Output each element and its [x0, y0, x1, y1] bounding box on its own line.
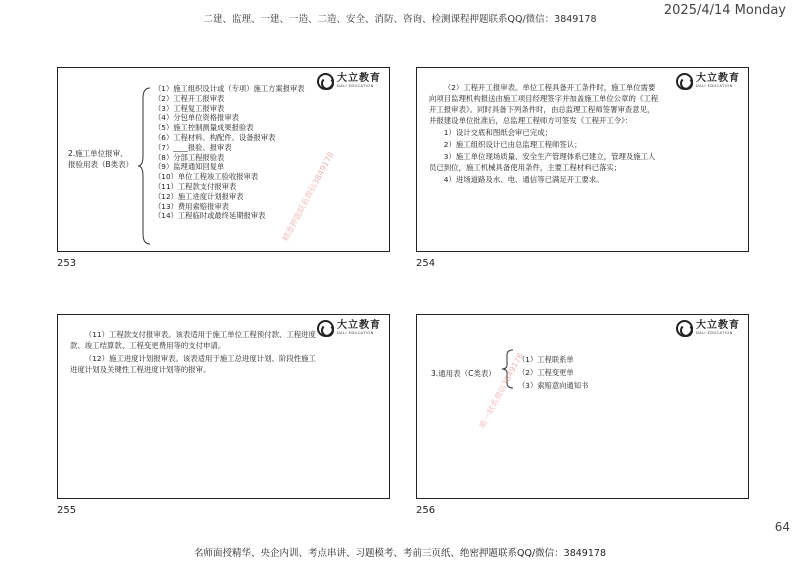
- list-item: （13）费用索赔报审表: [154, 201, 229, 211]
- logo-icon: [317, 73, 334, 90]
- list-item: （3）索赔意向通知书: [518, 381, 589, 390]
- category-label-line1: 2.施工单位报审、: [68, 149, 128, 158]
- slide-body: [70, 329, 320, 377]
- logo-name: 大立教育: [337, 320, 381, 332]
- slide-256: [416, 314, 749, 499]
- list-item: （5）施工控制测量成果报验表: [154, 123, 254, 133]
- brace-icon: [138, 86, 152, 246]
- watermark: 精准押题联系微信3849178: [280, 150, 336, 243]
- top-header: 二建、监理、一建、一造、二造、安全、消防、咨询、检测课程押题联系QQ/微信：3849178: [203, 14, 597, 25]
- logo: [676, 73, 740, 90]
- paragraph: （11）工程款支付报审表。该表适用于施工单位工程预付款、工程进度款、竣工结算款、工程变更费用等的支付申请。: [70, 330, 316, 350]
- paragraph: 1）设计交底和图纸会审已完成；: [443, 128, 552, 137]
- list-item: （11）工程款支付报审表: [154, 181, 237, 191]
- logo-subtitle: DALI EDUCATION: [696, 84, 733, 89]
- logo-name: 大立教育: [337, 73, 381, 85]
- list-item: （6）工程材料、构配件、设备报审表: [154, 132, 276, 142]
- category-label-line2: 报验用表（B类表）: [68, 160, 134, 170]
- category-label: [68, 148, 133, 171]
- logo: [317, 320, 381, 337]
- slide-253: [57, 67, 390, 252]
- logo-subtitle: DALI EDUCATION: [337, 84, 374, 89]
- slide-number: 254: [416, 258, 436, 269]
- slide-255: [57, 314, 390, 499]
- slide-254: [416, 67, 749, 252]
- list-item: （7）____报验、报审表: [154, 142, 232, 152]
- list-item: （3）工程复工报审表: [154, 103, 225, 113]
- list-item: （12）施工进度计划报审表: [154, 191, 244, 201]
- slide-number: 255: [57, 505, 77, 516]
- slide-number: 256: [416, 505, 436, 516]
- form-list: [154, 84, 305, 221]
- date-stamp: 2025/4/14 Monday: [663, 3, 786, 18]
- logo-name: 大立教育: [696, 320, 740, 332]
- logo-name: 大立教育: [696, 73, 740, 85]
- slide-body: [429, 82, 659, 186]
- logo: [676, 320, 740, 337]
- page-number: 64: [774, 520, 790, 534]
- paragraph: 3）施工单位现场质量、安全生产管理体系已建立，管理及施工人员已到位，施工机械具备使用条件，主要工程材料已落实；: [429, 152, 656, 172]
- list-item: （14）工程临时或最终延期报审表: [154, 211, 266, 221]
- paragraph: 2）施工组织设计已由总监理工程师签认；: [443, 140, 582, 149]
- logo: [317, 73, 381, 90]
- form-list: [518, 353, 588, 392]
- list-item: （4）分包单位资格报审表: [154, 113, 239, 123]
- list-item: （2）工程变更单: [518, 368, 574, 377]
- logo-subtitle: DALI EDUCATION: [337, 331, 374, 336]
- paragraph: （2）工程开工报审表。单位工程具备开工条件时，施工单位需要向项目监理机构报送由施工项目经理签字并加盖施工单位公章的《工程开工报审表》。同时具备下列条件时，由总监理工程师签署审查意见，并报建设单位批准后，总监理工程师方可签发《工程开工令》：: [429, 83, 659, 125]
- paragraph: （12）施工进度计划报审表。该表适用于施工总进度计划、阶段性施工进度计划及关键性工程进度计划等的报审。: [70, 354, 316, 374]
- list-item: （1）工程联系单: [518, 355, 574, 364]
- list-item: （10）单位工程竣工验收报审表: [154, 172, 259, 182]
- logo-icon: [676, 320, 693, 337]
- logo-subtitle: DALI EDUCATION: [696, 331, 733, 336]
- bottom-footer: 名师面授精华、央企内训、考点串讲、习题模考、考前三页纸、绝密押题联系QQ/微信：3849178: [194, 548, 606, 559]
- list-item: （8）分部工程报验表: [154, 152, 225, 162]
- list-item: （9）监理通知回复单: [154, 162, 225, 172]
- watermark: 唯一联系微信3849178: [477, 351, 526, 430]
- list-item: （1）施工组织设计或（专项）施工方案报审表: [154, 84, 305, 93]
- logo-icon: [676, 73, 693, 90]
- paragraph: 4）进场道路及水、电、通信等已满足开工要求。: [443, 175, 604, 184]
- category-label: 3.通用表（C类表）: [431, 369, 496, 378]
- list-item: （2）工程开工报审表: [154, 93, 225, 103]
- slide-number: 253: [57, 258, 77, 269]
